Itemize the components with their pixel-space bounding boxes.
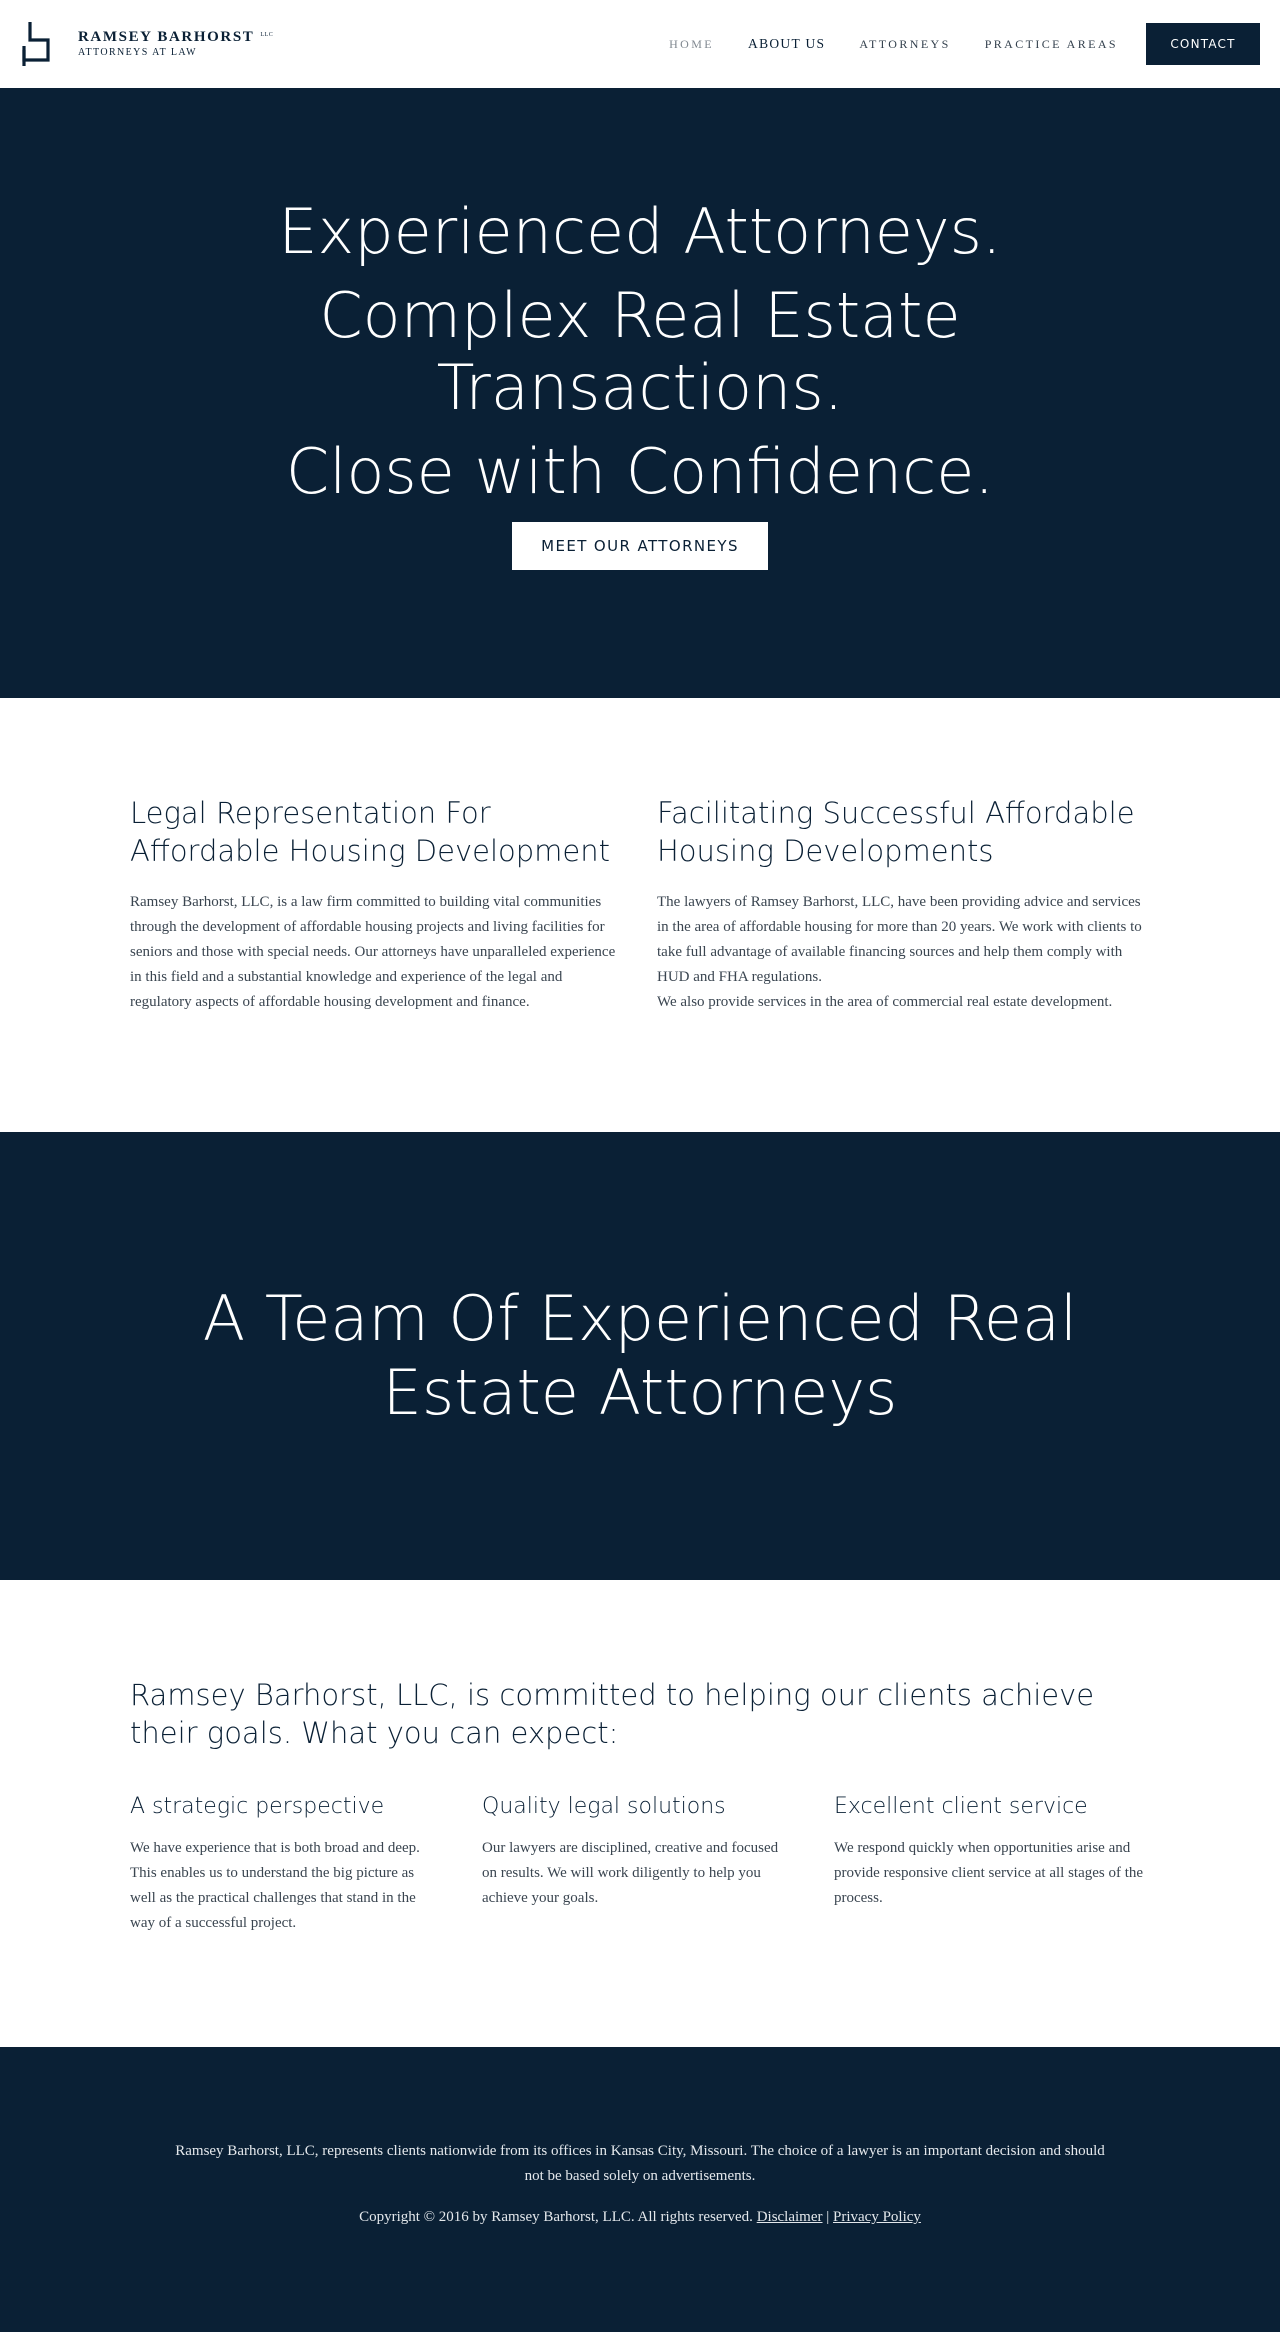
intro-right-body-2: We also provide services in the area of commercial real estate development. (657, 994, 1113, 1010)
site-header (0, 0, 1280, 88)
meet-our-attorneys-button[interactable]: MEET OUR ATTORNEYS (512, 522, 768, 570)
expectations-columns (130, 1792, 1150, 1936)
intro-left-column (130, 794, 617, 1132)
team-banner (0, 1132, 1280, 1580)
brand-name-text: RAMSEY BARHORST (78, 29, 255, 45)
nav-attorneys[interactable]: ATTORNEYS (859, 36, 951, 51)
brand-tagline: ATTORNEYS AT LAW (78, 47, 198, 58)
nav-home[interactable]: HOME (669, 36, 715, 51)
hero-section (0, 88, 1280, 698)
expectations-section (0, 1580, 1280, 2047)
expectation-title: Excellent client service (834, 1794, 1088, 1819)
expectation-item (130, 1792, 442, 1936)
intro-left-title: Legal Representation For Affordable Housing Development (130, 796, 611, 868)
intro-left-body: Ramsey Barhorst, LLC, is a law firm committed to building vital communities through the development of affordable housing projects and living facilities for seniors and those with special needs. Our attorneys have unparalleled experience in this field and a substantial knowledge and experience of the legal and regulatory aspects of affordable housing development and finance. (130, 894, 616, 1010)
footer-copyright: Copyright © 2016 by Ramsey Barhorst, LLC. All rights reserved. (359, 2209, 753, 2225)
brand-home-link[interactable] (20, 20, 273, 68)
nav-practice-areas[interactable]: PRACTICE AREAS (984, 36, 1118, 51)
privacy-policy-link[interactable]: Privacy Policy (833, 2209, 921, 2225)
nav-about-us[interactable]: ABOUT US (748, 36, 826, 51)
expectation-body: We respond quickly when opportunities arise and provide responsive client service at all stages of the process. (834, 1840, 1144, 1906)
disclaimer-link[interactable]: Disclaimer (756, 2209, 823, 2225)
contact-button[interactable]: CONTACT (1146, 23, 1260, 65)
intro-right-column (657, 794, 1144, 1132)
brand-llc: LLC (260, 32, 274, 38)
hero-line-1: Experienced Attorneys. (278, 195, 1002, 268)
intro-right-title: Facilitating Successful Affordable Housing Developments (657, 796, 1135, 868)
hero-line-3: Close with Confidence. (285, 435, 995, 508)
team-title: A Team Of Experienced Real Estate Attorneys (202, 1282, 1078, 1429)
expectation-title: Quality legal solutions (482, 1794, 726, 1819)
intro-right-body-1: The lawyers of Ramsey Barhorst, LLC, have been providing advice and services in the area of affordable housing for more than 20 years. We work with clients to take full advantage of available financing sources and help them comply with HUD and FHA regulations. (657, 894, 1142, 985)
footer-copyright-line (0, 2205, 1280, 2230)
maze-square-logo-icon (20, 20, 50, 68)
expectation-item (482, 1792, 794, 1936)
expectation-item (834, 1792, 1146, 1936)
brand-name (78, 30, 273, 45)
footer-about: Ramsey Barhorst, LLC, represents clients nationwide from its offices in Kansas City, Missouri. The choice of a lawyer is an important decision and should not be based solely on advertisements. (175, 2143, 1105, 2184)
site-footer (0, 2047, 1280, 2332)
intro-section (0, 698, 1280, 1132)
hero-line-2: Complex Real Estate Transactions. (319, 279, 961, 424)
footer-separator: | (826, 2209, 830, 2225)
main-nav (635, 23, 1260, 65)
expectations-title: Ramsey Barhorst, LLC, is committed to helping our clients achieve their goals. What you can expect: (130, 1678, 1095, 1750)
expectation-body: Our lawyers are disciplined, creative and focused on results. We will work diligently to help you achieve your goals. (482, 1840, 779, 1906)
brand-text (78, 30, 273, 58)
expectation-body: We have experience that is both broad and deep. This enables us to understand the big picture as well as the practical challenges that stand in the way of a successful project. (130, 1840, 420, 1931)
expectation-title: A strategic perspective (130, 1794, 385, 1819)
